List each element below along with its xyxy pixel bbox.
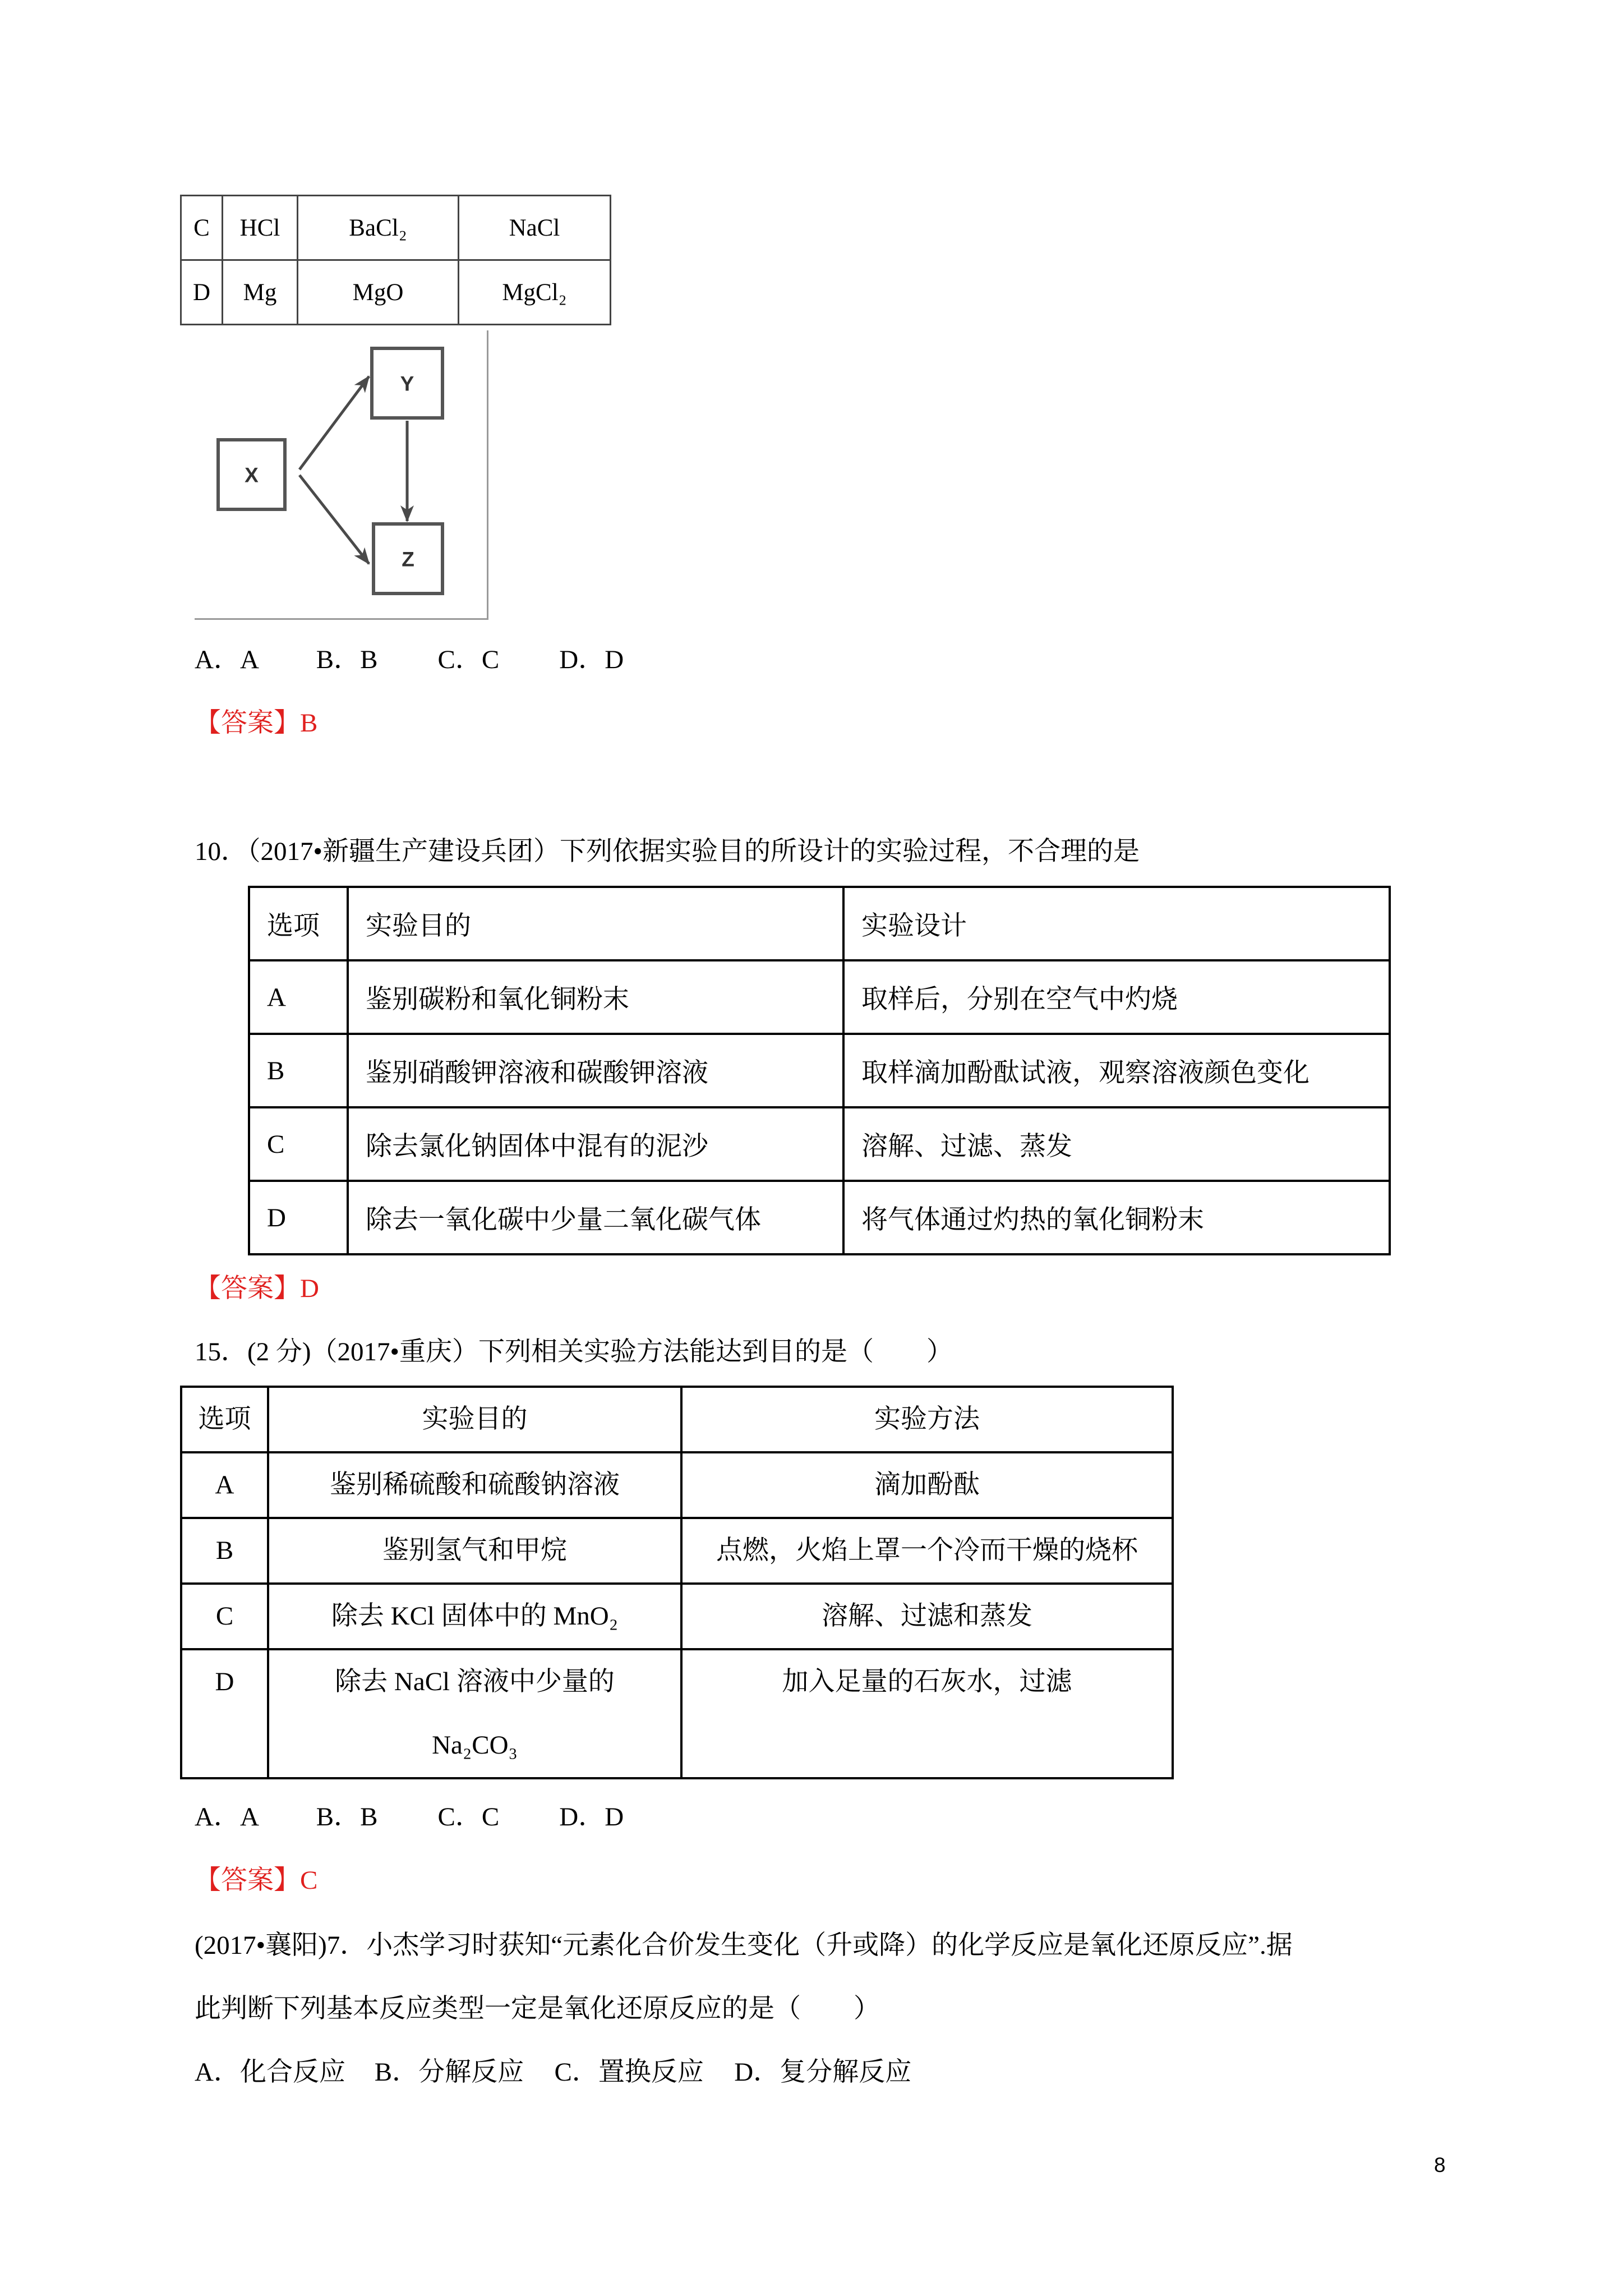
conversion-diagram-svg (195, 330, 487, 618)
options-table-fragment (180, 195, 611, 325)
purpose-cell: 除去 KCl 固体中的 MnO₂ (268, 1584, 681, 1649)
option-cell: D (249, 1181, 348, 1254)
z-cell: NaCl (459, 196, 611, 260)
purpose-cell: 鉴别氢气和甲烷 (268, 1518, 681, 1584)
arrow-x-to-y (299, 376, 369, 470)
table-row (181, 1649, 1173, 1778)
table-row (181, 1518, 1173, 1584)
option-d: D．D (559, 1802, 624, 1832)
option-c: C．C (437, 645, 500, 674)
table-header-row (181, 1387, 1173, 1452)
design-cell: 取样后，分别在空气中灼烧 (843, 960, 1390, 1034)
table-row (249, 960, 1390, 1034)
option-c: C．置换反应 (554, 2058, 704, 2087)
method-cell: 加入足量的石灰水，过滤 (681, 1649, 1173, 1778)
answer-line (195, 706, 317, 740)
answer-options (195, 1800, 624, 1834)
header-purpose: 实验目的 (268, 1387, 681, 1452)
header-purpose: 实验目的 (348, 887, 843, 960)
option-cell: A (249, 960, 348, 1034)
purpose-cell: 鉴别硝酸钾溶液和碳酸钾溶液 (348, 1034, 843, 1107)
option-cell: D (181, 260, 223, 325)
table-row (181, 1452, 1173, 1518)
answer-value: B (300, 708, 318, 738)
x-cell: HCl (223, 196, 298, 260)
option-cell: B (181, 1518, 268, 1584)
design-cell: 取样滴加酚酞试液，观察溶液颜色变化 (843, 1034, 1390, 1107)
node-z (374, 524, 442, 593)
option-c: C．C (437, 1802, 500, 1832)
answer-value: D (300, 1274, 319, 1303)
table-header-row (249, 887, 1390, 960)
x-cell: Mg (223, 260, 298, 325)
table-row (249, 1181, 1390, 1254)
purpose-cell: 鉴别碳粉和氧化铜粉末 (348, 960, 843, 1034)
header-option: 选项 (249, 887, 348, 960)
answer-value: C (300, 1866, 318, 1895)
header-option: 选项 (181, 1387, 268, 1452)
purpose-cell: 除去 NaCl 溶液中少量的 Na₂CO₃ (268, 1649, 681, 1778)
table-row (181, 260, 611, 325)
question-15-stem: 15．(2 分)（2017•重庆）下列相关实验方法能达到目的是（ ） (195, 1337, 953, 1366)
answer-line (195, 1864, 317, 1897)
answer-label: 【答案】 (195, 1866, 300, 1895)
node-y (372, 348, 442, 418)
table-row (249, 1034, 1390, 1107)
option-a: A．A (195, 1802, 259, 1832)
option-d: D．D (559, 645, 624, 674)
method-cell: 点燃，火焰上罩一个冷而干燥的烧杯 (681, 1518, 1173, 1584)
y-cell: BaCl₂ (298, 196, 459, 260)
design-cell: 将气体通过灼热的氧化铜粉末 (843, 1181, 1390, 1254)
y-cell: MgO (298, 260, 459, 325)
question-10-stem: 10．（2017•新疆生产建设兵团）下列依据实验目的所设计的实验过程，不合理的是 (195, 837, 1140, 866)
header-method: 实验方法 (681, 1387, 1173, 1452)
answer-options (195, 643, 624, 677)
answer-label: 【答案】 (195, 1274, 300, 1303)
page-number: 8 (1434, 2154, 1446, 2177)
option-cell: A (181, 1452, 268, 1518)
table-row (181, 196, 611, 260)
method-cell: 滴加酚酞 (681, 1452, 1173, 1518)
option-b: B．B (316, 645, 378, 674)
option-cell: D (181, 1649, 268, 1778)
node-z-label: Z (402, 547, 414, 571)
z-cell: MgCl₂ (459, 260, 611, 325)
node-x-label: X (245, 463, 259, 487)
answer-options (195, 2055, 911, 2089)
question-7-stem: (2017•襄阳)7．小杰学习时获知“元素化合价发生变化（升或降）的化学反应是氧化还原反应”.据 此判断下列基本反应类型一定是氧化还原反应的是（ ） (195, 1931, 1293, 2023)
header-design: 实验设计 (843, 887, 1390, 960)
option-a: A．化合反应 (195, 2058, 345, 2087)
node-y-label: Y (400, 372, 414, 395)
option-cell: C (249, 1107, 348, 1181)
option-cell: C (181, 196, 223, 260)
option-b: B．B (316, 1802, 378, 1832)
option-a: A．A (195, 645, 259, 674)
design-cell: 溶解、过滤、蒸发 (843, 1107, 1390, 1181)
conversion-diagram (195, 330, 488, 620)
question-15-table (180, 1386, 1174, 1779)
option-d: D．复分解反应 (734, 2058, 912, 2087)
method-cell: 溶解、过滤和蒸发 (681, 1584, 1173, 1649)
answer-label: 【答案】 (195, 708, 300, 738)
purpose-cell: 除去氯化钠固体中混有的泥沙 (348, 1107, 843, 1181)
option-cell: C (181, 1584, 268, 1649)
table-row (181, 1584, 1173, 1649)
answer-line (195, 1272, 319, 1305)
question-10-table (248, 886, 1391, 1255)
option-b: B．分解反应 (374, 2058, 524, 2087)
purpose-cell: 除去一氧化碳中少量二氧化碳气体 (348, 1181, 843, 1254)
table-row (249, 1107, 1390, 1181)
option-cell: B (249, 1034, 348, 1107)
node-x (218, 440, 285, 509)
arrow-x-to-z (299, 475, 369, 564)
purpose-cell: 鉴别稀硫酸和硫酸钠溶液 (268, 1452, 681, 1518)
